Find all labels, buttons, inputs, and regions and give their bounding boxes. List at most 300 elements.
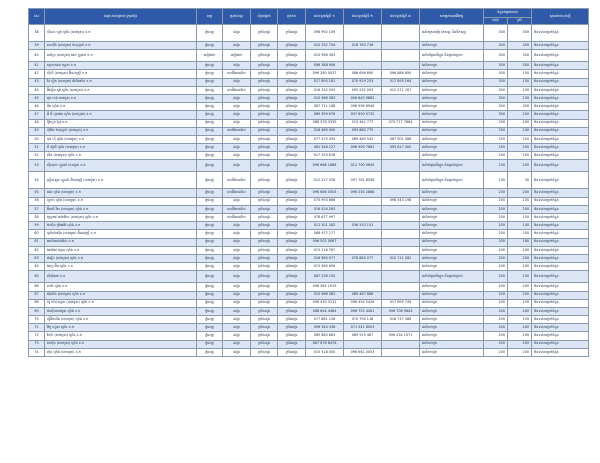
quota-female-cell: 240	[508, 127, 532, 135]
phone-3-cell: 093 617 400	[382, 144, 420, 152]
activity-cell: ផលិតផ្លែឈើស្ងួត និងគ្រាប់ស្វាយ	[420, 172, 484, 189]
province-cell: ភ្នំពេញ	[197, 230, 223, 238]
table-row	[29, 214, 589, 222]
remark-cell: មិនទាន់បញ្ជាក់ចំនួន	[532, 222, 589, 230]
remark-cell: មិនទាន់បញ្ជាក់ចំនួន	[532, 172, 589, 189]
company-name-cell: ប៊ូហ្គែន ខ្មែរ ខ.ក	[45, 119, 197, 127]
activity-cell: ផលិតកាបូប	[420, 299, 484, 307]
quota-female-cell: 300	[508, 42, 532, 50]
table-row	[29, 78, 589, 86]
quota-total-cell: 200	[484, 246, 508, 254]
phone-1-cell: 010 966 363	[306, 50, 344, 62]
district-cell: ដង្កោ	[223, 324, 251, 332]
table-row	[29, 340, 589, 348]
commune-cell: ក្រាំងពង្រ	[251, 50, 278, 62]
type-cell: ក្រាំងពង្រ	[278, 340, 306, 348]
company-name-cell: ហ៊ីអ៊ីម ម៉ានុហ្វាក់ (ខេមបូឌា) ខ.ក	[45, 127, 197, 135]
row-number-cell: 57	[29, 205, 45, 213]
row-number-cell: 67	[29, 291, 45, 299]
quota-female-cell: 300	[508, 62, 532, 70]
remark-cell: មិនទាន់បញ្ជាក់ចំនួន	[532, 160, 589, 172]
type-cell: ក្រាំងពង្រ	[278, 263, 306, 271]
row-number-cell: 64	[29, 263, 45, 271]
phone-3-cell	[382, 62, 420, 70]
header-phone2: លេខទូរស័ព្ទទី ២	[344, 9, 382, 25]
remark-cell: មិនទាន់បញ្ជាក់ចំនួន	[532, 246, 589, 254]
row-number-cell: 51	[29, 144, 45, 152]
quota-total-cell: 250	[484, 127, 508, 135]
phone-3-cell	[382, 324, 420, 332]
phone-3-cell	[382, 283, 420, 291]
remark-cell: មិនទាន់បញ្ជាក់ចំនួន	[532, 283, 589, 291]
quota-total-cell: 250	[484, 135, 508, 143]
phone-3-cell	[382, 152, 420, 160]
activity-cell: ផលិតកាបូប	[420, 254, 484, 262]
quota-total-cell: 200	[484, 197, 508, 205]
type-cell: ក្រាំងពង្រ	[278, 291, 306, 299]
phone-2-cell: 089 464 542	[344, 135, 382, 143]
remark-cell: មិនទាន់បញ្ជាក់ចំនួន	[532, 324, 589, 332]
quota-female-cell: 200	[508, 263, 532, 271]
quota-female-cell: 200	[508, 189, 532, 197]
phone-1-cell: 015 518 000	[306, 348, 344, 356]
company-name-cell: ហ៊ីលី (ខេមបូឌា) អ៊ីនដាស្ទ្រី ខ.ក	[45, 70, 197, 78]
type-cell: ក្រាំងពង្រ	[278, 119, 306, 127]
phone-1-cell: 089 359 676	[306, 111, 344, 119]
commune-cell: ក្រាំងពង្រ	[251, 291, 278, 299]
phone-2-cell: 089 915 487	[344, 332, 382, 340]
phone-1-cell: 088 378 3335	[306, 119, 344, 127]
row-number-cell: 40	[29, 50, 45, 62]
type-cell: ក្រាំងពង្រ	[278, 254, 306, 262]
phone-2-cell	[344, 197, 382, 205]
row-number-cell: 70	[29, 316, 45, 324]
type-cell: ក្រាំងពង្រ	[278, 283, 306, 291]
phone-3-cell	[382, 230, 420, 238]
remark-cell: មិនទាន់បញ្ជាក់ចំនួន	[532, 197, 589, 205]
quota-total-cell: 200	[484, 324, 508, 332]
commune-cell: ក្រាំងពង្រ	[251, 271, 278, 283]
table-row	[29, 86, 589, 94]
phone-3-cell	[382, 172, 420, 189]
type-cell: ក្រាំងពង្រ	[278, 307, 306, 315]
district-cell: ដង្កោ	[223, 222, 251, 230]
activity-cell: ផលិតកាបូប	[420, 94, 484, 102]
quota-total-cell: 200	[484, 214, 508, 222]
commune-cell: ក្រាំងពង្រ	[251, 127, 278, 135]
phone-1-cell: 010 968 363	[306, 94, 344, 102]
province-cell: ភ្នំពេញ	[197, 42, 223, 50]
table-row	[29, 348, 589, 356]
table-row	[29, 222, 589, 230]
quota-total-cell: 240	[484, 152, 508, 160]
district-cell: ពោធិ៍សែនជ័យ	[223, 86, 251, 94]
type-cell: ក្រាំងពង្រ	[278, 222, 306, 230]
phone-2-cell: 036 553 151	[344, 222, 382, 230]
phone-2-cell: 097 781 8058	[344, 172, 382, 189]
row-number-cell: 63	[29, 254, 45, 262]
phone-3-cell: 087 501 386	[382, 135, 420, 143]
phone-3-cell	[382, 222, 420, 230]
row-number-cell: 72	[29, 332, 45, 340]
row-number-cell: 58	[29, 214, 45, 222]
remark-cell: មិនទាន់បញ្ជាក់ចំនួន	[532, 230, 589, 238]
phone-3-cell: 098 543 198	[382, 197, 420, 205]
remark-cell: មិនទាន់បញ្ជាក់ចំនួន	[532, 348, 589, 356]
activity-cell: ផលិតកាបូប	[420, 332, 484, 340]
commune-cell: ក្រាំងពង្រ	[251, 348, 278, 356]
activity-cell: ផលិតកាបូប	[420, 62, 484, 70]
province-cell: ភ្នំពេញ	[197, 222, 223, 230]
company-name-cell: ឆេង ឃ្លាំង (ខេមបូឌា) ខ.ក	[45, 189, 197, 197]
remark-cell: មិនទាន់បញ្ជាក់ចំនួន	[532, 103, 589, 111]
quota-female-cell: 150	[508, 86, 532, 94]
phone-2-cell	[344, 62, 382, 70]
activity-cell: ផលិតកាបូប	[420, 348, 484, 356]
remark-cell: មិនទាន់បញ្ជាក់ចំនួន	[532, 214, 589, 222]
district-cell: ដង្កោ	[223, 348, 251, 356]
company-list-sheet	[28, 8, 588, 357]
district-cell: ដង្កោ	[223, 111, 251, 119]
commune-cell: ក្រាំងពង្រ	[251, 94, 278, 102]
phone-2-cell: 095 532 093	[344, 86, 382, 94]
phone-3-cell: 096 434 1571	[382, 332, 420, 340]
company-table	[28, 8, 589, 357]
district-cell: ដង្កោ	[223, 135, 251, 143]
phone-3-cell	[382, 42, 420, 50]
quota-total-cell: 200	[484, 283, 508, 291]
table-row	[29, 299, 589, 307]
quota-female-cell: 200	[508, 332, 532, 340]
remark-cell: មិនទាន់បញ្ជាក់ចំនួន	[532, 152, 589, 160]
quota-total-cell: 300	[484, 86, 508, 94]
phone-1-cell: 081 348 227	[306, 144, 344, 152]
quota-female-cell: 200	[508, 291, 532, 299]
phone-3-cell	[382, 94, 420, 102]
phone-2-cell: 096 454 2426	[344, 299, 382, 307]
phone-2-cell	[344, 263, 382, 271]
type-cell: ក្រាំងពង្រ	[278, 152, 306, 160]
district-cell: ពោធិ៍សែនជ័យ	[223, 127, 251, 135]
commune-cell: ក្រាំងពង្រ	[251, 214, 278, 222]
quota-female-cell: 300	[508, 50, 532, 62]
quota-total-cell: 300	[484, 62, 508, 70]
quota-female-cell: 200	[508, 205, 532, 213]
phone-2-cell	[344, 238, 382, 246]
quota-female-cell: 150	[508, 271, 532, 283]
type-cell: ក្រាំងពង្រ	[278, 94, 306, 102]
type-cell: ក្រាំងពង្រ	[278, 348, 306, 356]
phone-1-cell: 070 993 666	[306, 197, 344, 205]
quota-female-cell: 200	[508, 283, 532, 291]
district-cell: ដង្កោ	[223, 152, 251, 160]
province-cell: ភ្នំពេញ	[197, 62, 223, 70]
commune-cell: ក្រាំងពង្រ	[251, 119, 278, 127]
row-number-cell: 61	[29, 238, 45, 246]
company-name-cell: អឹ ជី ហ្គាម៉េន ឃ្លាំង (ខេមបូឌា) ខ.ក	[45, 111, 197, 119]
row-number-cell: 59	[29, 222, 45, 230]
row-number-cell: 55	[29, 189, 45, 197]
table-row	[29, 332, 589, 340]
remark-cell: មិនទាន់បញ្ជាក់ចំនួន	[532, 307, 589, 315]
type-cell: ក្រាំងពង្រ	[278, 42, 306, 50]
company-name-cell: វ៉ាយ៉ា (ខេមបូឌា) ឃ្លាំង ខ.ក	[45, 332, 197, 340]
company-name-cell: ម៉ាស៊ីន គ្រីអេធីវ ឃ្លាំង ខ.ក	[45, 222, 197, 230]
quota-total-cell: 300	[484, 103, 508, 111]
company-name-cell: តុង ចាង ខេមបូឌា ខ.ក	[45, 94, 197, 102]
phone-2-cell	[344, 230, 382, 238]
province-cell: ភ្នំពេញ	[197, 127, 223, 135]
remark-cell: មិនទាន់បញ្ជាក់ចំនួន	[532, 62, 589, 70]
remark-cell: មិនទាន់បញ្ជាក់ចំនួន	[532, 70, 589, 78]
company-name-cell: ចុង ហ៊ី ឃ្លាំង (ខេមបូឌា) ខ.ក	[45, 135, 197, 143]
province-cell: ភ្នំពេញ	[197, 78, 223, 86]
quota-female-cell: 200	[508, 246, 532, 254]
activity-cell: ផលិតកាបូប	[420, 246, 484, 254]
type-cell: ក្រាំងពង្រ	[278, 172, 306, 189]
type-cell: ក្រាំងពង្រ	[278, 189, 306, 197]
company-name-cell: ស៊ីស៊ីអេម ខ.ក	[45, 271, 197, 283]
phone-3-cell	[382, 50, 420, 62]
company-name-cell: វិន ហ្វីត (ខេមបូឌា) គ័រពិរេសិន ខ.ក	[45, 78, 197, 86]
company-name-cell: ចេស៊ីន (ខេមបូឌា) ឃ្លាំង ខ.ក	[45, 340, 197, 348]
province-cell: សៀមរាប	[197, 50, 223, 62]
phone-1-cell: 010 292 704	[306, 42, 344, 50]
remark-cell: មិនទាន់បញ្ជាក់ចំនួន	[532, 42, 589, 50]
phone-3-cell	[382, 103, 420, 111]
company-name-cell: ស៊ីនវ៉ាន់ (ខេមបូឌា) ឃ្លាំង ខ.ក	[45, 291, 197, 299]
quota-total-cell: 200	[484, 299, 508, 307]
phone-3-cell	[382, 246, 420, 254]
table-row	[29, 205, 589, 213]
type-cell: ក្រាំងពង្រ	[278, 127, 306, 135]
phone-3-cell: 096 886 890	[382, 70, 420, 78]
activity-cell: ផលិតកាបូប	[420, 70, 484, 78]
type-cell: ក្រាំងពង្រ	[278, 246, 306, 254]
phone-2-cell: 070 794 118	[344, 316, 382, 324]
phone-3-cell: 010 711 282	[382, 254, 420, 262]
commune-cell: ក្រាំងពង្រ	[251, 332, 278, 340]
phone-2-cell	[344, 25, 382, 42]
quota-female-cell: 250	[508, 144, 532, 152]
remark-cell: មិនទាន់បញ្ជាក់ចំនួន	[532, 205, 589, 213]
phone-1-cell: 096 344 436	[306, 324, 344, 332]
activity-cell: ផលិតកាបូប	[420, 222, 484, 230]
province-cell: ភ្នំពេញ	[197, 70, 223, 78]
row-number-cell: 49	[29, 127, 45, 135]
header-quota-total: សរុប	[484, 18, 508, 25]
province-cell: ភ្នំពេញ	[197, 189, 223, 197]
row-number-cell: 60	[29, 230, 45, 238]
district-cell: ដង្កោ	[223, 42, 251, 50]
commune-cell: ក្រាំងពង្រ	[251, 144, 278, 152]
remark-cell: មិនទាន់បញ្ជាក់ចំនួន	[532, 238, 589, 246]
table-row	[29, 94, 589, 102]
district-cell: ពោធិ៍សែនជ័យ	[223, 189, 251, 197]
district-cell: ដង្កោ	[223, 103, 251, 111]
header-phone1: លេខទូរស័ព្ទទី ១	[306, 9, 344, 25]
quota-total-cell: 250	[484, 119, 508, 127]
remark-cell: មិនទាន់បញ្ជាក់ចំនួន	[532, 111, 589, 119]
row-number-cell: 39	[29, 42, 45, 50]
phone-3-cell: 012 571 767	[382, 86, 420, 94]
district-cell: ដង្កោ	[223, 263, 251, 271]
remark-cell: មិនទាន់បញ្ជាក់ចំនួន	[532, 86, 589, 94]
activity-cell: ផលិតកាបូប	[420, 127, 484, 135]
activity-cell: ផលិតកាបូប	[420, 283, 484, 291]
type-cell: ក្រាំងពង្រ	[278, 25, 306, 42]
commune-cell: ក្រាំងពង្រ	[251, 246, 278, 254]
table-row	[29, 263, 589, 271]
remark-cell: មិនទាន់បញ្ជាក់ចំនួន	[532, 291, 589, 299]
commune-cell: ក្រាំងពង្រ	[251, 25, 278, 42]
quota-female-cell: 200	[508, 119, 532, 127]
activity-cell: ផលិតកាបូប	[420, 316, 484, 324]
district-cell: ដង្កោ	[223, 119, 251, 127]
phone-3-cell	[382, 348, 420, 356]
district-cell: ដង្កោ	[223, 144, 251, 152]
district-cell: ពោធិ៍សែនជ័យ	[223, 214, 251, 222]
phone-3-cell	[382, 25, 420, 42]
quota-total-cell: 200	[484, 271, 508, 283]
quota-female-cell: 140	[508, 222, 532, 230]
district-cell: ដង្កោ	[223, 25, 251, 42]
commune-cell: ក្រាំងពង្រ	[251, 78, 278, 86]
company-name-cell: ហ្គោលដេន ហ្វេស ខ.ក	[45, 62, 197, 70]
province-cell: ភ្នំពេញ	[197, 111, 223, 119]
phone-1-cell: 096 502 0067	[306, 238, 344, 246]
phone-2-cell: 012 700 0645	[344, 160, 382, 172]
row-number-cell: 68	[29, 299, 45, 307]
quota-female-cell: 300	[508, 103, 532, 111]
district-cell: ដង្កោ	[223, 316, 251, 324]
commune-cell: ក្រាំងពង្រ	[251, 152, 278, 160]
quota-total-cell: 300	[484, 111, 508, 119]
quota-female-cell: 200	[508, 111, 532, 119]
phone-1-cell: 087 676 8476	[306, 340, 344, 348]
row-number-cell: 54	[29, 172, 45, 189]
table-row	[29, 25, 589, 42]
province-cell: ភ្នំពេញ	[197, 94, 223, 102]
commune-cell: ក្រាំងពង្រ	[251, 205, 278, 213]
commune-cell: ក្រាំងពង្រ	[251, 238, 278, 246]
phone-2-cell	[344, 205, 382, 213]
activity-cell: ផលិតកាបូប	[420, 78, 484, 86]
row-number-cell: 42	[29, 70, 45, 78]
table-row	[29, 160, 589, 172]
activity-cell: ផលិតកាបូប	[420, 119, 484, 127]
phone-3-cell	[382, 111, 420, 119]
district-cell: ដង្កោ	[223, 246, 251, 254]
phone-1-cell: 096 280 0037	[306, 70, 344, 78]
commune-cell: ក្រាំងពង្រ	[251, 103, 278, 111]
commune-cell: ក្រាំងពង្រ	[251, 283, 278, 291]
commune-cell: ក្រាំងពង្រ	[251, 189, 278, 197]
phone-1-cell: 087 711 188	[306, 103, 344, 111]
district-cell: ដង្កោ	[223, 283, 251, 291]
quota-total-cell: 300	[484, 78, 508, 86]
header-remark: ស្ថានភាពចុះបញ្ជី	[532, 9, 589, 25]
province-cell: ភ្នំពេញ	[197, 283, 223, 291]
phone-1-cell: 096 666 1666	[306, 160, 344, 172]
remark-cell: មិនទាន់បញ្ជាក់ចំនួន	[532, 25, 589, 42]
company-name-cell: ហ្គ្រីនឡេន ហ្វូដស៍ អ៊ិនដាស្ទ្រី (ខេមបូឌា) ខ.ក	[45, 172, 197, 189]
row-number-cell: 69	[29, 307, 45, 315]
header-no: ល.រ	[29, 9, 45, 25]
phone-1-cell: 096 388 906	[306, 62, 344, 70]
activity-cell: ផលិតកាបូប	[420, 214, 484, 222]
row-number-cell: 50	[29, 135, 45, 143]
activity-cell: ផលិតកាបូប	[420, 263, 484, 271]
remark-cell: មិនទាន់បញ្ជាក់ចំនួន	[532, 316, 589, 324]
remark-cell: មិនទាន់បញ្ជាក់ចំនួន	[532, 332, 589, 340]
type-cell: ក្រាំងពង្រ	[278, 144, 306, 152]
remark-cell: មិនទាន់បញ្ជាក់ចំនួន	[532, 127, 589, 135]
row-number-cell: 46	[29, 103, 45, 111]
commune-cell: ក្រាំងពង្រ	[251, 340, 278, 348]
phone-1-cell: 096 686 0003	[306, 189, 344, 197]
row-number-cell: 66	[29, 283, 45, 291]
phone-2-cell	[344, 340, 382, 348]
type-cell: ក្រាំងពង្រ	[278, 86, 306, 94]
table-row	[29, 103, 589, 111]
district-cell: ដង្កោ	[223, 94, 251, 102]
province-cell: ភ្នំពេញ	[197, 160, 223, 172]
activity-cell: ផលិតកាបូប	[420, 103, 484, 111]
district-cell: ដង្កោ	[223, 197, 251, 205]
phone-1-cell: 016 985 977	[306, 254, 344, 262]
phone-2-cell: 097 600 9732	[344, 111, 382, 119]
quota-total-cell: 200	[484, 348, 508, 356]
type-cell: ក្រាំងពង្រ	[278, 316, 306, 324]
row-number-cell: 53	[29, 160, 45, 172]
commune-cell: ក្រាំងពង្រ	[251, 86, 278, 94]
row-number-cell: 48	[29, 119, 45, 127]
quota-female-cell: 150	[508, 214, 532, 222]
phone-2-cell: 093 880 775	[344, 127, 382, 135]
district-cell: ដង្កោ	[223, 62, 251, 70]
quota-female-cell: 150	[508, 299, 532, 307]
commune-cell: ក្រាំងពង្រ	[251, 263, 278, 271]
row-number-cell: 71	[29, 324, 45, 332]
table-row	[29, 144, 589, 152]
phone-3-cell	[382, 127, 420, 135]
type-cell: ក្រាំងពង្រ	[278, 103, 306, 111]
type-cell: ក្រាំងពង្រ	[278, 271, 306, 283]
type-cell: ក្រាំងពង្រ	[278, 160, 306, 172]
phone-1-cell: 096 430 3131	[306, 299, 344, 307]
table-row	[29, 127, 589, 135]
activity-cell: ផលិតកាបូប	[420, 230, 484, 238]
table-row	[29, 42, 589, 50]
quota-total-cell: 300	[484, 25, 508, 42]
phone-2-cell	[344, 50, 382, 62]
remark-cell: មិនទាន់បញ្ជាក់ចំនួន	[532, 189, 589, 197]
phone-2-cell: 078 885 977	[344, 254, 382, 262]
row-number-cell: 44	[29, 86, 45, 94]
phone-2-cell: 096 230 2888	[344, 189, 382, 197]
phone-1-cell: 077 470 492	[306, 135, 344, 143]
type-cell: ក្រាំងពង្រ	[278, 50, 306, 62]
phone-2-cell: 096 996 6946	[344, 103, 382, 111]
phone-3-cell	[382, 214, 420, 222]
district-cell: ដង្កោ	[223, 332, 251, 340]
quota-female-cell: 150	[508, 135, 532, 143]
company-name-cell: ឌីម ឃ្លាំង ខ.ក	[45, 103, 197, 111]
province-cell: ភ្នំពេញ	[197, 348, 223, 356]
quota-female-cell: 200	[508, 340, 532, 348]
table-row	[29, 283, 589, 291]
